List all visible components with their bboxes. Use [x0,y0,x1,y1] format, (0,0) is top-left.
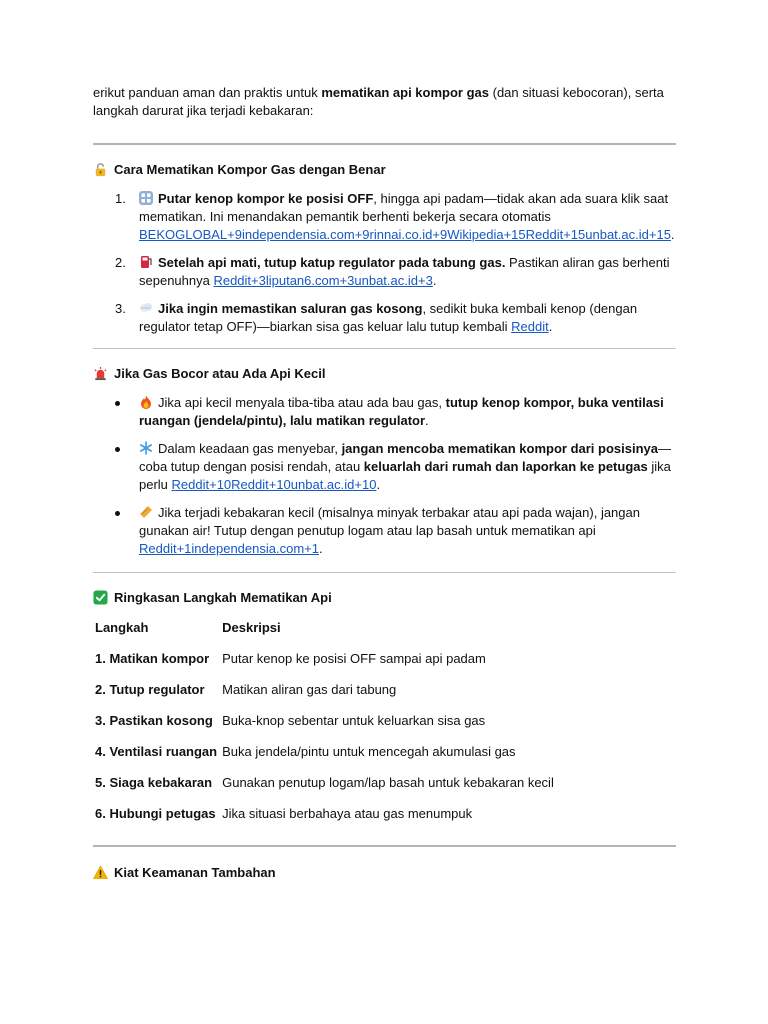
section-title-cara-mematikan: Cara Mematikan Kompor Gas dengan Benar [93,160,676,178]
list-item: Jika api kecil menyala tiba-tiba atau ada bau gas, tutup kenop kompor, buka ventilasi ruangan (jendela/pintu), lalu matikan regulator. [93,394,676,430]
siren-icon [93,366,108,381]
bullet [115,401,120,406]
table-row [93,643,557,674]
table-cell: Buka-knop sebentar untuk keluarkan sisa gas [222,713,486,728]
divider [93,572,676,573]
table-cell: Matikan aliran gas dari tabung [222,682,397,697]
list-item: Jika terjadi kebakaran kecil (misalnya minyak terbakar atau api pada wajan), jangan gunakan air! Tutup dengan penutup logam atau lap basah untuk mematikan api Reddit+1independensia.com+1. [93,504,676,558]
table-header-row [93,612,557,643]
list-item: 1. Putar kenop kompor ke posisi OFF, hingga api padam—tidak akan ada suara klik saat mematikan. Ini menandakan pemantik berhenti bekerja secara otomatis BEKOGLOBAL+9independensia.com+9rinnai.co.id+9Wikipedia+15Reddit+15unbat.ac.id+15. [115,191,675,242]
tips-list [93,394,676,558]
snowflake-icon [139,441,153,455]
fuel-pump-icon [139,255,153,269]
list-item: 2. Setelah api mati, tutup katup regulator pada tabung gas. Pastikan aliran gas berhenti sepenuhnya Reddit+3liputan6.com+3unbat.ac.id+3. [115,255,670,288]
towel-icon [139,505,153,519]
divider [93,143,676,145]
table-cell: 1. Matikan kompor [95,651,210,666]
bullet [115,511,120,516]
table-cell: 4. Ventilasi ruangan [95,744,218,759]
table-header: Langkah [95,620,149,635]
table-cell: Buka jendela/pintu untuk mencegah akumulasi gas [222,744,516,759]
bullet [115,447,120,452]
control-knobs-icon [139,191,153,205]
table-row [93,705,557,736]
table-row [93,767,557,798]
source-link[interactable]: BEKOGLOBAL+9independensia.com+9rinnai.co.id+9Wikipedia+15Reddit+15unbat.ac.id+15 [139,227,671,242]
summary-table [93,612,557,829]
source-link[interactable]: Reddit+3liputan6.com+3unbat.ac.id+3 [213,273,433,288]
table-cell: 5. Siaga kebakaran [95,775,213,790]
document [93,84,676,881]
table-row [93,674,557,705]
section-title-kiat-keamanan: Kiat Keamanan Tambahan [93,863,676,881]
warning-icon [93,865,108,880]
intro-paragraph: erikut panduan aman dan praktis untuk mematikan api kompor gas (dan situasi kebocoran), serta langkah darurat jika terjadi kebakaran: [93,85,664,118]
section-title-ringkasan: Ringkasan Langkah Mematikan Api [93,588,676,606]
check-mark-icon [93,590,108,605]
table-cell: 3. Pastikan kosong [95,713,213,728]
divider [93,348,676,349]
source-link[interactable]: Reddit+10Reddit+10unbat.ac.id+10 [171,477,377,492]
list-item: 3. Jika ingin memastikan saluran gas kosong, sedikit buka kembali kenop (dengan regulator tetap OFF)—biarkan sisa gas keluar lalu tutup kembali Reddit. [115,301,638,334]
fire-icon [139,395,153,409]
source-link[interactable]: Reddit [511,319,549,334]
table-row [93,736,557,767]
divider [93,845,676,847]
steps-list [93,190,676,336]
table-cell: 2. Tutup regulator [95,682,205,697]
table-cell: Jika situasi berbahaya atau gas menumpuk [222,806,473,821]
table-cell: 6. Hubungi petugas [95,806,216,821]
table-cell: Gunakan penutup logam/lap basah untuk kebakaran kecil [222,775,554,790]
table-cell: Putar kenop ke posisi OFF sampai api padam [222,651,486,666]
list-item: Dalam keadaan gas menyebar, jangan mencoba mematikan kompor dari posisinya—coba tutup dengan posisi rendah, atau keluarlah dari rumah dan laporkan ke petugas jika perlu Reddit+10Reddit+10unbat.ac.id+10. [93,440,676,494]
lock-icon [93,162,108,177]
table-row [93,798,557,829]
section-title-gas-bocor: Jika Gas Bocor atau Ada Api Kecil [93,364,676,382]
wind-icon [139,301,153,315]
source-link[interactable]: Reddit+1independensia.com+1 [139,541,319,556]
table-header: Deskripsi [222,620,281,635]
